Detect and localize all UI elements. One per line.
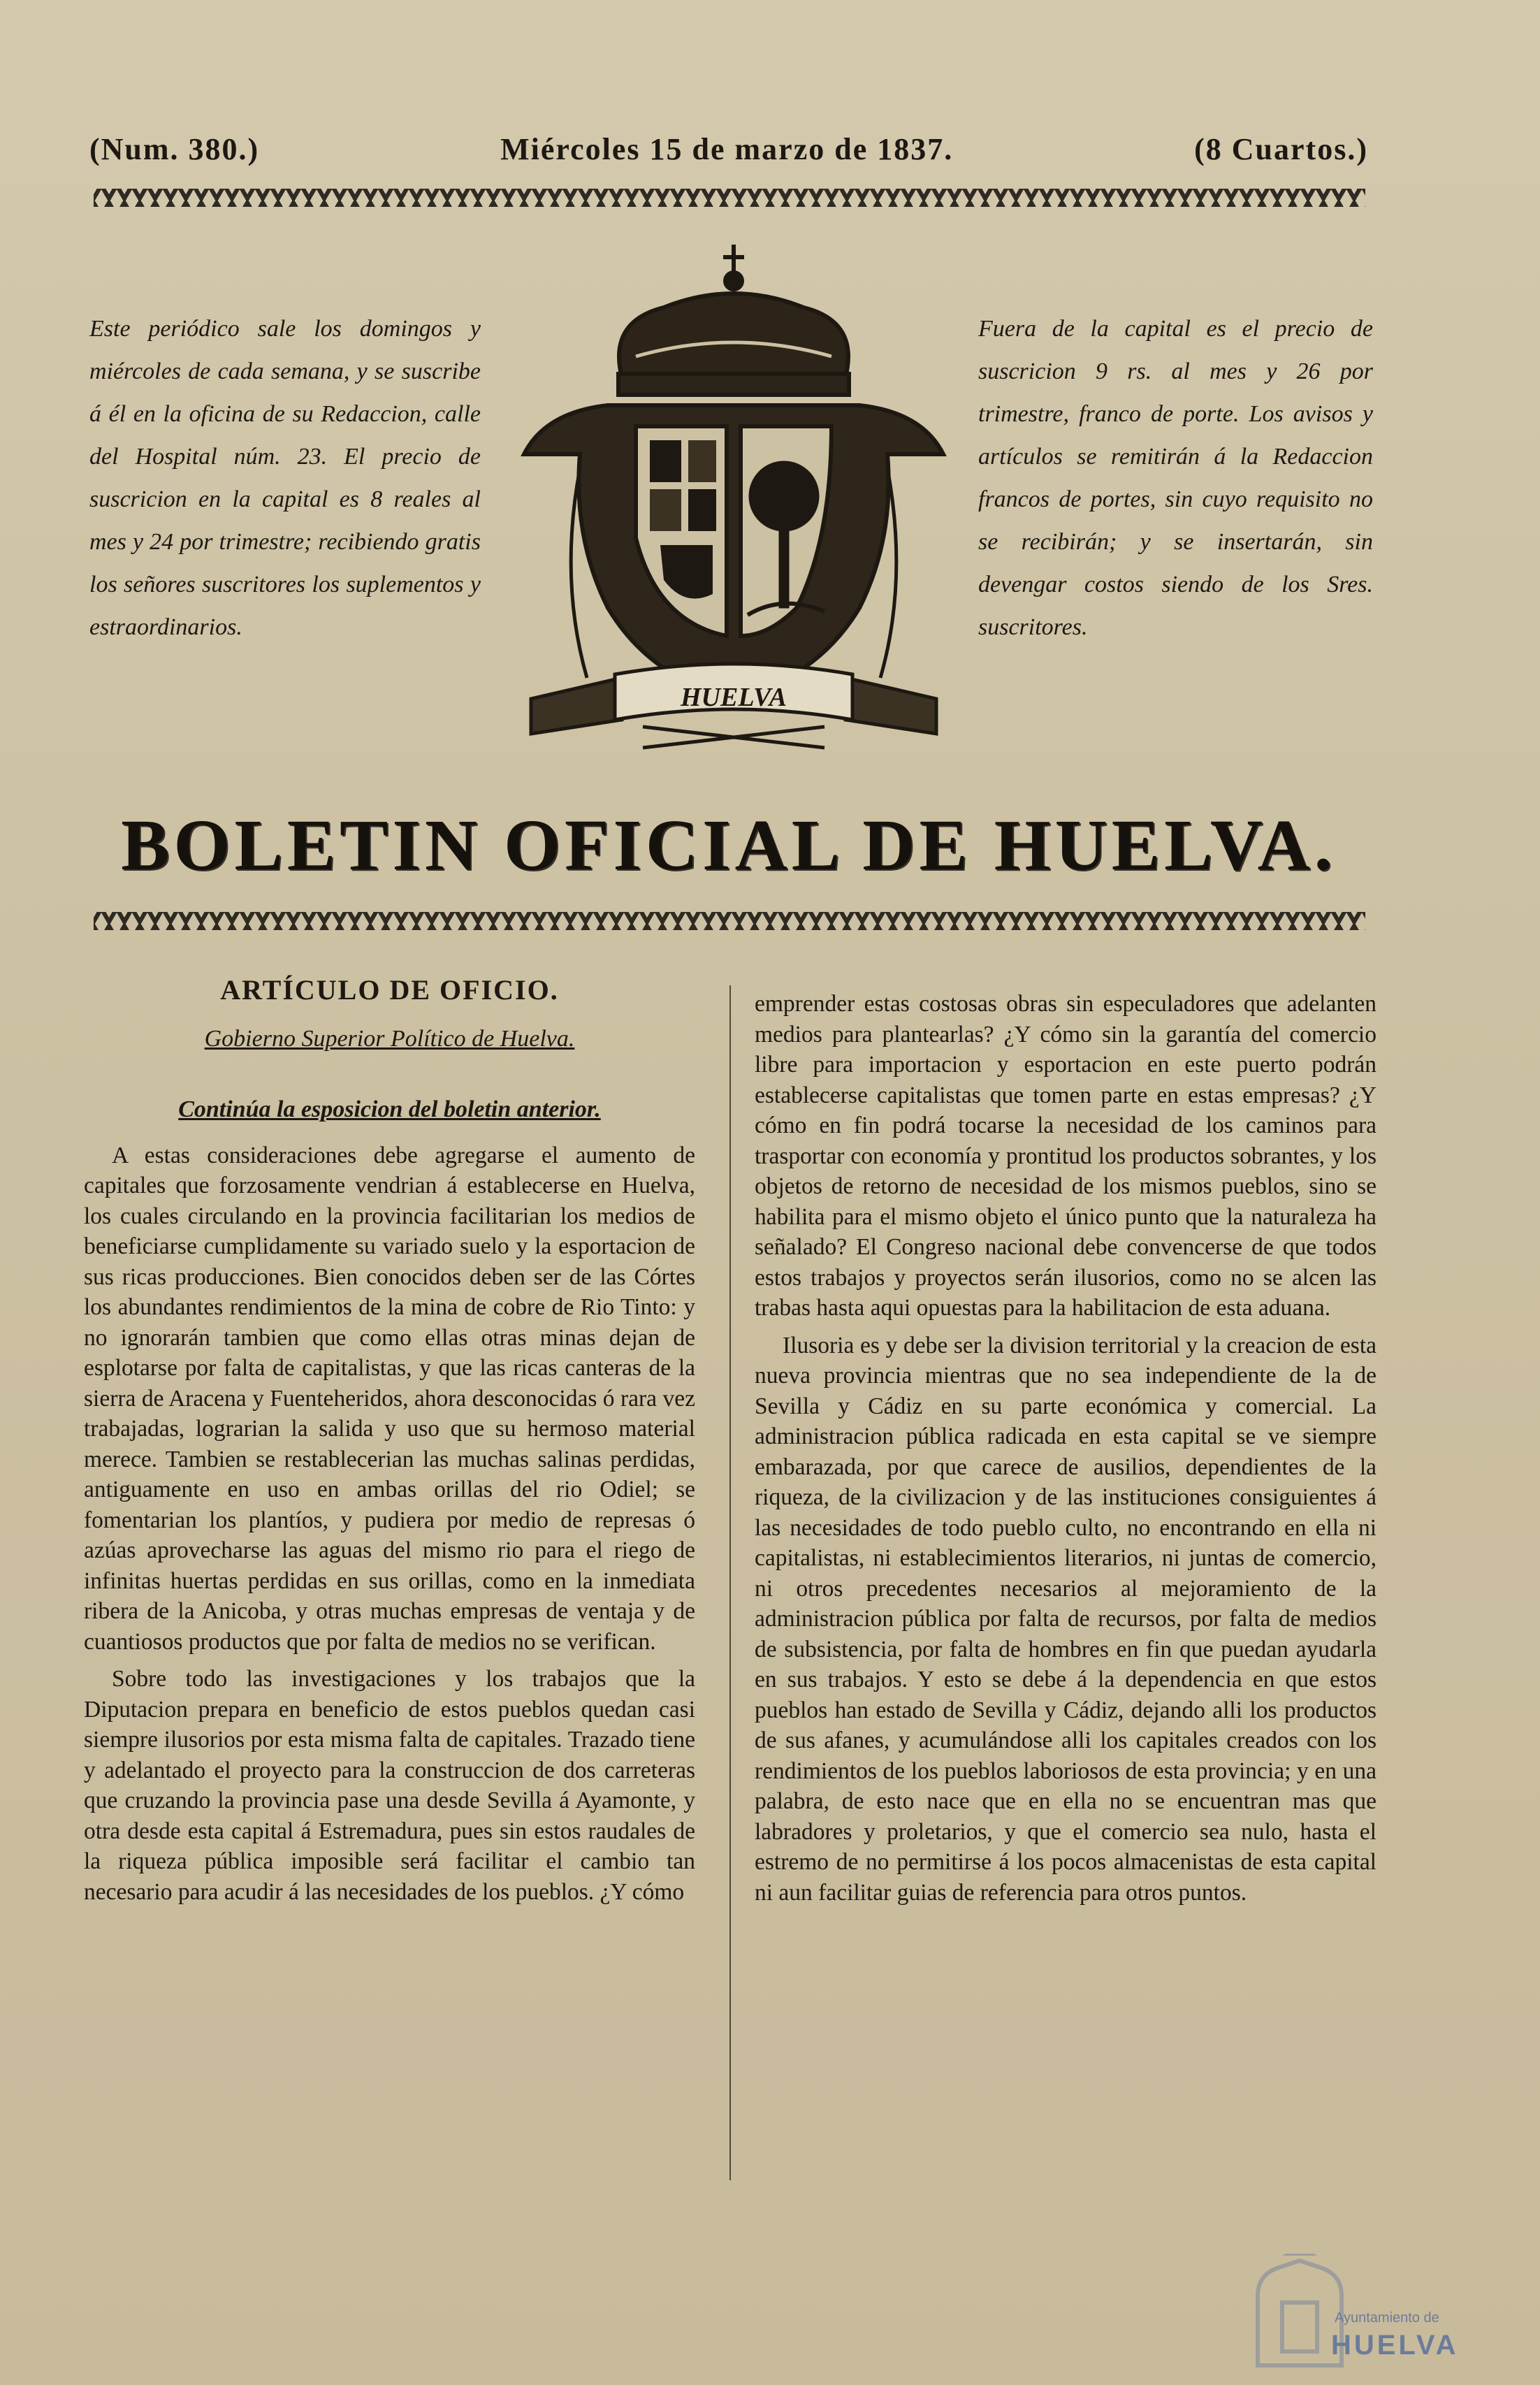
coat-of-arms-emblem (503, 245, 964, 762)
column-divider (729, 985, 731, 2180)
paragraph: A estas consideraciones debe agregarse el aumento de capitales que forzosamente vendrian á establecerse en Huelva, los cuales circulando en la provincia facilitarian los medios de beneficiarse cumplidamente su variado suelo y la esportacion de sus ricas producciones. Bien conocidos deben ser de las Córtes los abundantes rendimientos de la mina de cobre de Rio Tinto: y no ignorarán tambien que como ellas otras minas dejan de esplotarse por falta de capitalistas, y que las ricas canteras de la sierra de Aracena y Fuenteheridos, ahora desconocidas ó rara vez trabajadas, lograrian la salida y uso que su hermoso material merece. Tambien se restablecerian las muchas salinas perdidas, antiguamente en uso en ambas orillas del rio Odiel; se fomentarian los plantíos, y pudiera por medio de represas ó azúas aprovecharse las aguas del mismo rio para el riego de infinitas huertas perdidas en sus orillas, como en la inmediata ribera de la Anicoba, y otras muchas empresas de ventaja y de cuantiosos productos que por falta de medios no se verifican. (84, 1142, 695, 1655)
subscription-notice-left: Este periódico sale los domingos y miércoles de cada semana, y se suscribe á él en la oficina de su Redaccion, calle del Hospital núm. 23. El precio de suscricion en la capital es 8 reales al mes y 24 por trimestre; recibiendo gratis los señores suscritores los suplementos y estraordinarios. (89, 316, 481, 640)
article-continuation-note: Continúa la esposicion del boletin anterior. (178, 1096, 601, 1122)
issue-number: (Num. 380.) (89, 131, 260, 166)
article-column-right (755, 989, 1376, 1908)
article-heading: ARTÍCULO DE OFICIO. (220, 974, 559, 1006)
issue-date: Miércoles 15 de marzo de 1837. (500, 131, 954, 166)
top-ornamental-rule (94, 189, 1365, 207)
article-column-left (84, 975, 695, 1907)
watermark-name: HUELVA (1331, 2330, 1459, 2361)
masthead (89, 131, 1368, 166)
issue-price: (8 Cuartos.) (1194, 131, 1368, 166)
article-subheading: Gobierno Superior Político de Huelva. (204, 1025, 575, 1052)
subscription-notice-right: Fuera de la capital es el precio de suscricion 9 rs. al mes y 26 por trimestre, franco de porte. Los avisos y artículos se remitirán á la Redaccion francos de portes, sin cuyo requisito no se recibirán; y se insertarán, sin devengar costos siendo de los Sres. suscritores. (978, 316, 1373, 640)
paragraph: emprender estas costosas obras sin especuladores que adelanten medios para plantearlas? ¿Y cómo sin la garantía del comercio libre para importacion y esportacion en este puerto podrán establecerse capitalistas que tomen parte en estas empresas? ¿Y cómo en fin podrá tocarse la necesidad de los caminos para trasportar con economía y prontitud los productos sobrantes, y los objetos de retorno de necesidad de los mismos pueblos, sino se habilita para el mismo objeto el único punto que la naturaleza ha señalado? El Congreso nacional debe convencerse de que todos estos trabajos y proyectos serán ilusorios, como no se alcen las trabas hasta aqui opuestas para la habilitacion de esta aduana. (755, 991, 1376, 1321)
newspaper-title: BOLETIN OFICIAL DE HUELVA. (121, 805, 1337, 885)
ribbon-label: HUELVA (680, 683, 787, 712)
title-ornamental-rule (94, 912, 1365, 930)
paragraph: Ilusoria es y debe ser la division territorial y la creacion de esta nueva provincia mientras que no sea independiente de la de Sevilla y Cádiz en su parte económica y comercial. La administracion pública radicada en esta capital se ve siempre embarazada, por que carece de ausilios, dependientes de la riqueza, de la civilizacion y de las instituciones consiguientes á las necesidades de todo pueblo culto, no encontrando en ella ni capitalistas, ni establecimientos literarios, ni juntas de comercio, ni otros precedentes necesarios al mejoramiento de la administracion pública por falta de recursos, por falta de medios de subsistencia, por falta de hombres en fin que puedan ayudarla en sus trabajos. Y esto se debe á la dependencia en que estos pueblos han estado de Sevilla y Cádiz, dejando alli los productos de sus afanes, y acumulándose alli los capitales creados con los rendimientos de los pueblos laboriosos de esta provincia; y en una palabra, de esto nace que en ella no se encuentran mas que labradores y proletarios, y que el comercio sea nulo, hasta el estremo de no permitirse á los pocos almacenistas de esta capital ni aun facilitar guias de referencia para otros puntos. (755, 1332, 1376, 1906)
paragraph: Sobre todo las investigaciones y los trabajos que la Diputacion prepara en beneficio de estos pueblos quedan casi siempre ilusorios por esta misma falta de capitales. Trazado tiene y adelantado el proyecto para la construccion de dos carreteras que cruzando la provincia pase una desde Sevilla á Ayamonte, y otra desde esta capital á Estremadura, pues sin estos raudales de la riqueza pública imposible será facilitar el cambio tan necesario para acudir á las necesidades de los pueblos. ¿Y cómo (84, 1666, 695, 1905)
watermark-caption: Ayuntamiento de (1335, 2310, 1439, 2326)
